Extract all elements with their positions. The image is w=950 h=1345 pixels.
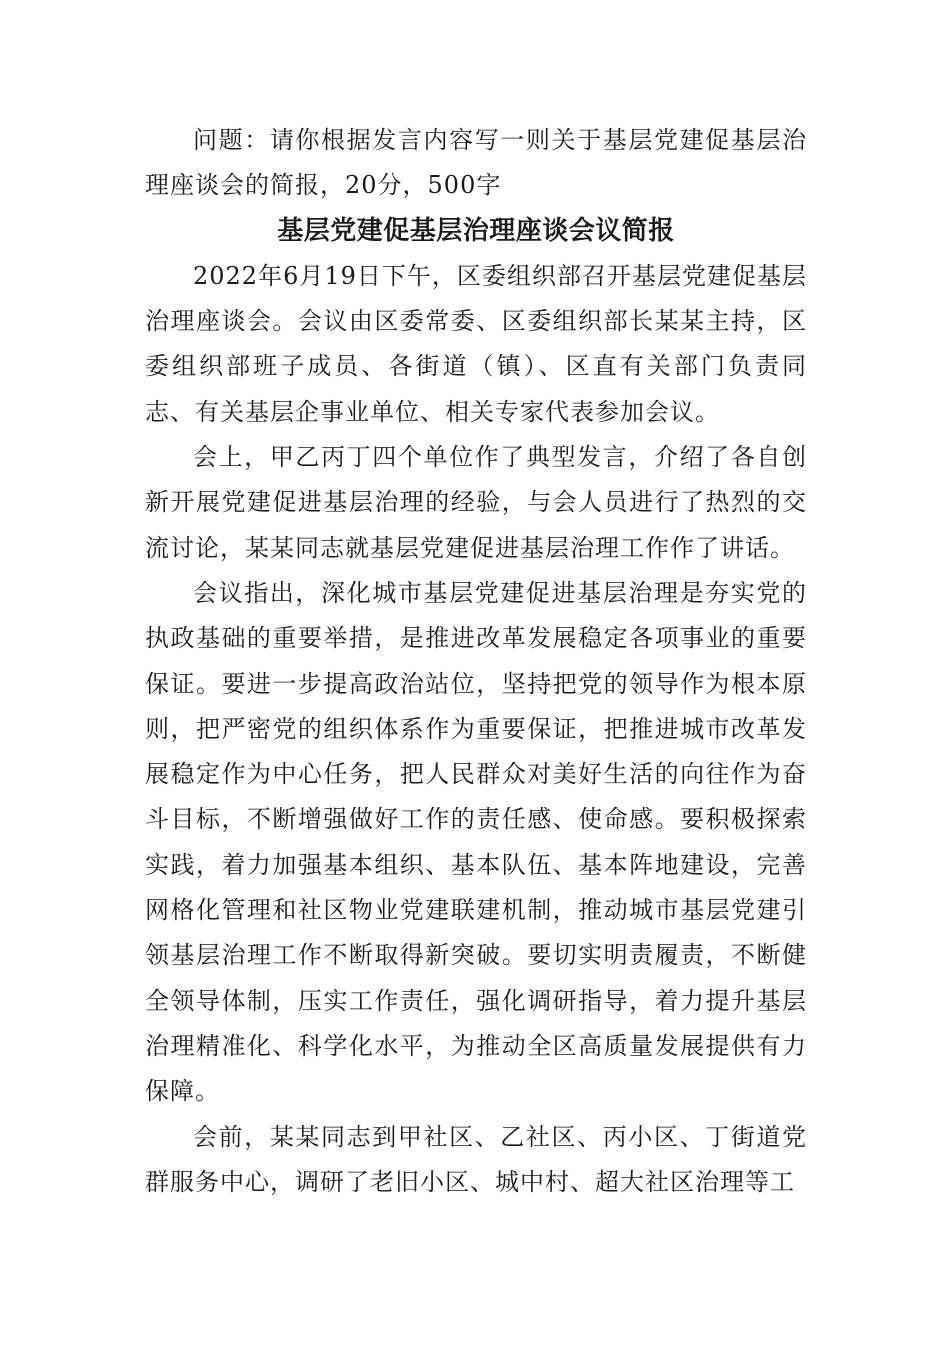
document-body <box>145 118 807 1205</box>
body-paragraph-2: 会上，甲乙丙丁四个单位作了典型发言，介绍了各自创新开展党建促进基层治理的经验，与会人员进行了热烈的交流讨论，某某同志就基层党建促进基层治理工作作了讲话。 <box>145 443 807 562</box>
body-paragraph-3: 会议指出，深化城市基层党建促进基层治理是夯实党的执政基础的重要举措，是推进改革发展稳定各项事业的重要保证。要进一步提高政治站位，坚持把党的领导作为根本原则，把严密党的组织体系作为重要保证，把推进城市改革发展稳定作为中心任务，把人民群众对美好生活的向往作为奋斗目标，不断增强做好工作的责任感、使命感。要积极探索实践，着力加强基本组织、基本队伍、基本阵地建设，完善网格化管理和社区物业党建联建机制，推动城市基层党建引领基层治理工作不断取得新突破。要切实明责履责，不断健全领导体制，压实工作责任，强化调研指导，着力提升基层治理精准化、科学化水平，为推动全区高质量发展提供有力保障。 <box>145 578 807 1106</box>
body-paragraph-4: 会前，某某同志到甲社区、乙社区、丙小区、丁街道党群服务中心，调研了老旧小区、城中村、超大社区治理等工 <box>145 1122 807 1196</box>
question-paragraph: 问题：请你根据发言内容写一则关于基层党建促基层治理座谈会的简报，20分，500字 <box>145 126 807 200</box>
body-paragraph-1: 2022年6月19日下午，区委组织部召开基层党建促基层治理座谈会。会议由区委常委、区委组织部长某某主持，区委组织部班子成员、各街道（镇）、区直有关部门负责同志、有关基层企事业单位、相关专家代表参加会议。 <box>145 261 807 426</box>
document-title: 基层党建促基层治理座谈会议简报 <box>277 215 675 246</box>
